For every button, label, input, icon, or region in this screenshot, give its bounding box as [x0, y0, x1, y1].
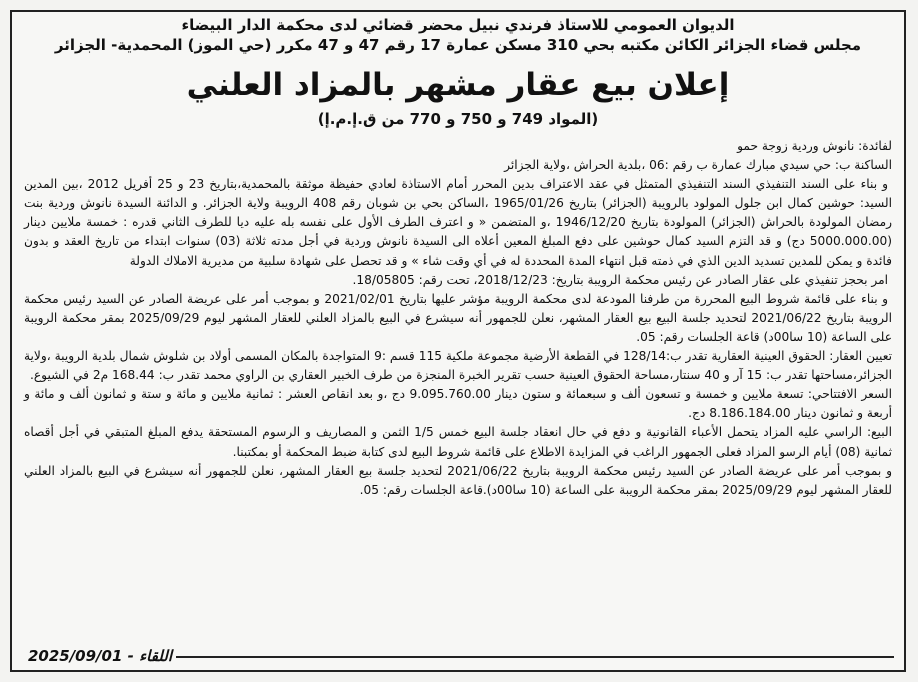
beneficiary-address: الساكنة ب: حي سيدي مبارك عمارة ب رقم :06 ،بلدية الحراش ،ولاية الجزائر [504, 158, 892, 173]
announcement-page [12, 12, 904, 500]
publication-date: اللقاء - 2025/09/01 [22, 646, 176, 666]
legal-articles-reference: (المواد 749 و 750 و 770 من ق.إ.م.إ) [317, 110, 599, 128]
sale-conditions-paragraph: و بناء على قائمة شروط البيع المحررة من طرفنا المودعة لدى محكمة الرويبة مؤشر عليها بتاريخ 2021/02/01 و بموجب أمر على عريضة الصادر عن السيد رئيس محكمة الرويبة بتاريخ 2021/06/22 لتحديد جلسة البيع بيع العقار المشهر، نعلن للجمهور أنه سيشرع في البيع بالمزاد العلني للعقار المشهر ليوم 2025/09/29 بمقر محكمة الرويبة على الساعة (10 سا00د) قاعة الجلسات رقم: 05. [24, 291, 892, 344]
bailiff-office-header: الديوان العمومي للاستاذ فرندي نبيل محضر قضائي لدى محكمة الدار البيضاء [181, 16, 735, 34]
property-description-paragraph: تعيين العقار: الحقوق العينية العقارية تقدر ب:128/14 في القطعة الأرضية مجموعة ملكية 115 قسم :9 المتواجدة بالمكان المسمى أولاد بن شلوش شمال بلدية الرويبة ،ولاية الجزائر،مساحتها تقدر ب: 15 آر و 40 سنتار،مساحة الحقوق العينية حسب تقرير الخبرة المنجزة من طرف الخبير العقاري بن الراوي محمد تقدر ب: 168.44 م2 في الشيوع. [24, 349, 892, 383]
announcement-title: إعلان بيع عقار مشهر بالمزاد العلني [186, 67, 730, 103]
auction-date-paragraph: و بموجب أمر على عريضة الصادر عن السيد رئيس محكمة الرويبة بتاريخ 2021/06/22 لتحديد جلسة بيع العقار المشهر، نعلن للجمهور أنه سيشرع في البيع بالمزاد العلني للعقار المشهر ليوم 2025/09/29 بمقر محكمة الرويبة على الساعة (10 سا00د).قاعة الجلسات رقم: 05. [24, 463, 893, 497]
announcement-frame [10, 10, 906, 672]
sale-terms-paragraph: البيع: الراسي عليه المزاد يتحمل الأعباء القانونية و دفع في حال انعقاد جلسة البيع خمس 1/5 الثمن و المصاريف و الرسوم المستحقة يدفع المبلغ المتبقي في أجل أقصاه ثمانية (08) أيام الرسو المزاد فعلى الجمهور الراغب في المزايدة الاطلاع على قائمة شروط البيع لدى كتابة ضبط المحكمة أو بمكتبنا. [24, 425, 892, 459]
announcement-body [24, 137, 892, 500]
opening-price-paragraph: السعر الافتتاحي: تسعة ملايين و خمسة و تسعون ألف و سبعمائة و ستون دينار 9.095.760.00 دج ،و بعد انقاص العشر : ثمانية ملايين و مائة و ستة و ثمانون ألف و مائة و أربعة و ثمانون دينار 8.186.184.00 دج. [24, 387, 892, 421]
announcement-footer [12, 646, 904, 666]
footer-divider [172, 656, 894, 658]
executive-title-paragraph: و بناء على السند التنفيذي السند التنفيذي المتمثل في عقد الاعتراف بدين المحرر أمام الاستاذة لعادي حفيظة موثقة بالمحمدية،بتاريخ 23 و 25 أفريل 2012 ،بين المدين السيد: حوشين كمال ابن جلول المولود بالرويبة (الجزائر) بتاريخ 1965/01/26 ،الساكن بحي بن شوبان رقم 408 الرويبة ولاية الجزائر. و الدائنة السيدة نانوش وردية بنت رمضان المولودة بالحراش (الجزائر) المولودة بتاريخ 1946/12/20 ،و المتضمن « و اعترف الطرف الأول على نفسه بله عليه ديا للطرف الثاني قدره : خمسة ملايين دينار (5000.000.00 دج) و قد التزم السيد كمال حوشين على دفع المبلغ المعين أعلاه الى السيدة نانوش وردية في أجل مدته ثلاثة (03) سنوات ابتداء من تاريخ العقد و بدون فائدة و يمكن للمدين تسديد الدين الذي في ذمته قبل انتهاء المدة المحددة له في أي وقت شاء » و قد تحصل على شهادة سلبية من مديرية الاملاك الدولة [24, 177, 893, 268]
bailiff-address-header: مجلس قضاء الجزائر الكائن مكتبه بحي 310 مسكن عمارة 17 رقم 47 و 47 مكرر (حي الموز) المحمدية- الجزائر [54, 36, 862, 54]
beneficiary-line: لفائدة: نانوش وردية زوجة حمو [737, 139, 892, 153]
seizure-order-paragraph: امر بحجز تنفيذي على عقار الصادر عن رئيس محكمة الرويبة بتاريخ: 2018/12/23، تحت رقم: 18/05805. [352, 272, 888, 287]
